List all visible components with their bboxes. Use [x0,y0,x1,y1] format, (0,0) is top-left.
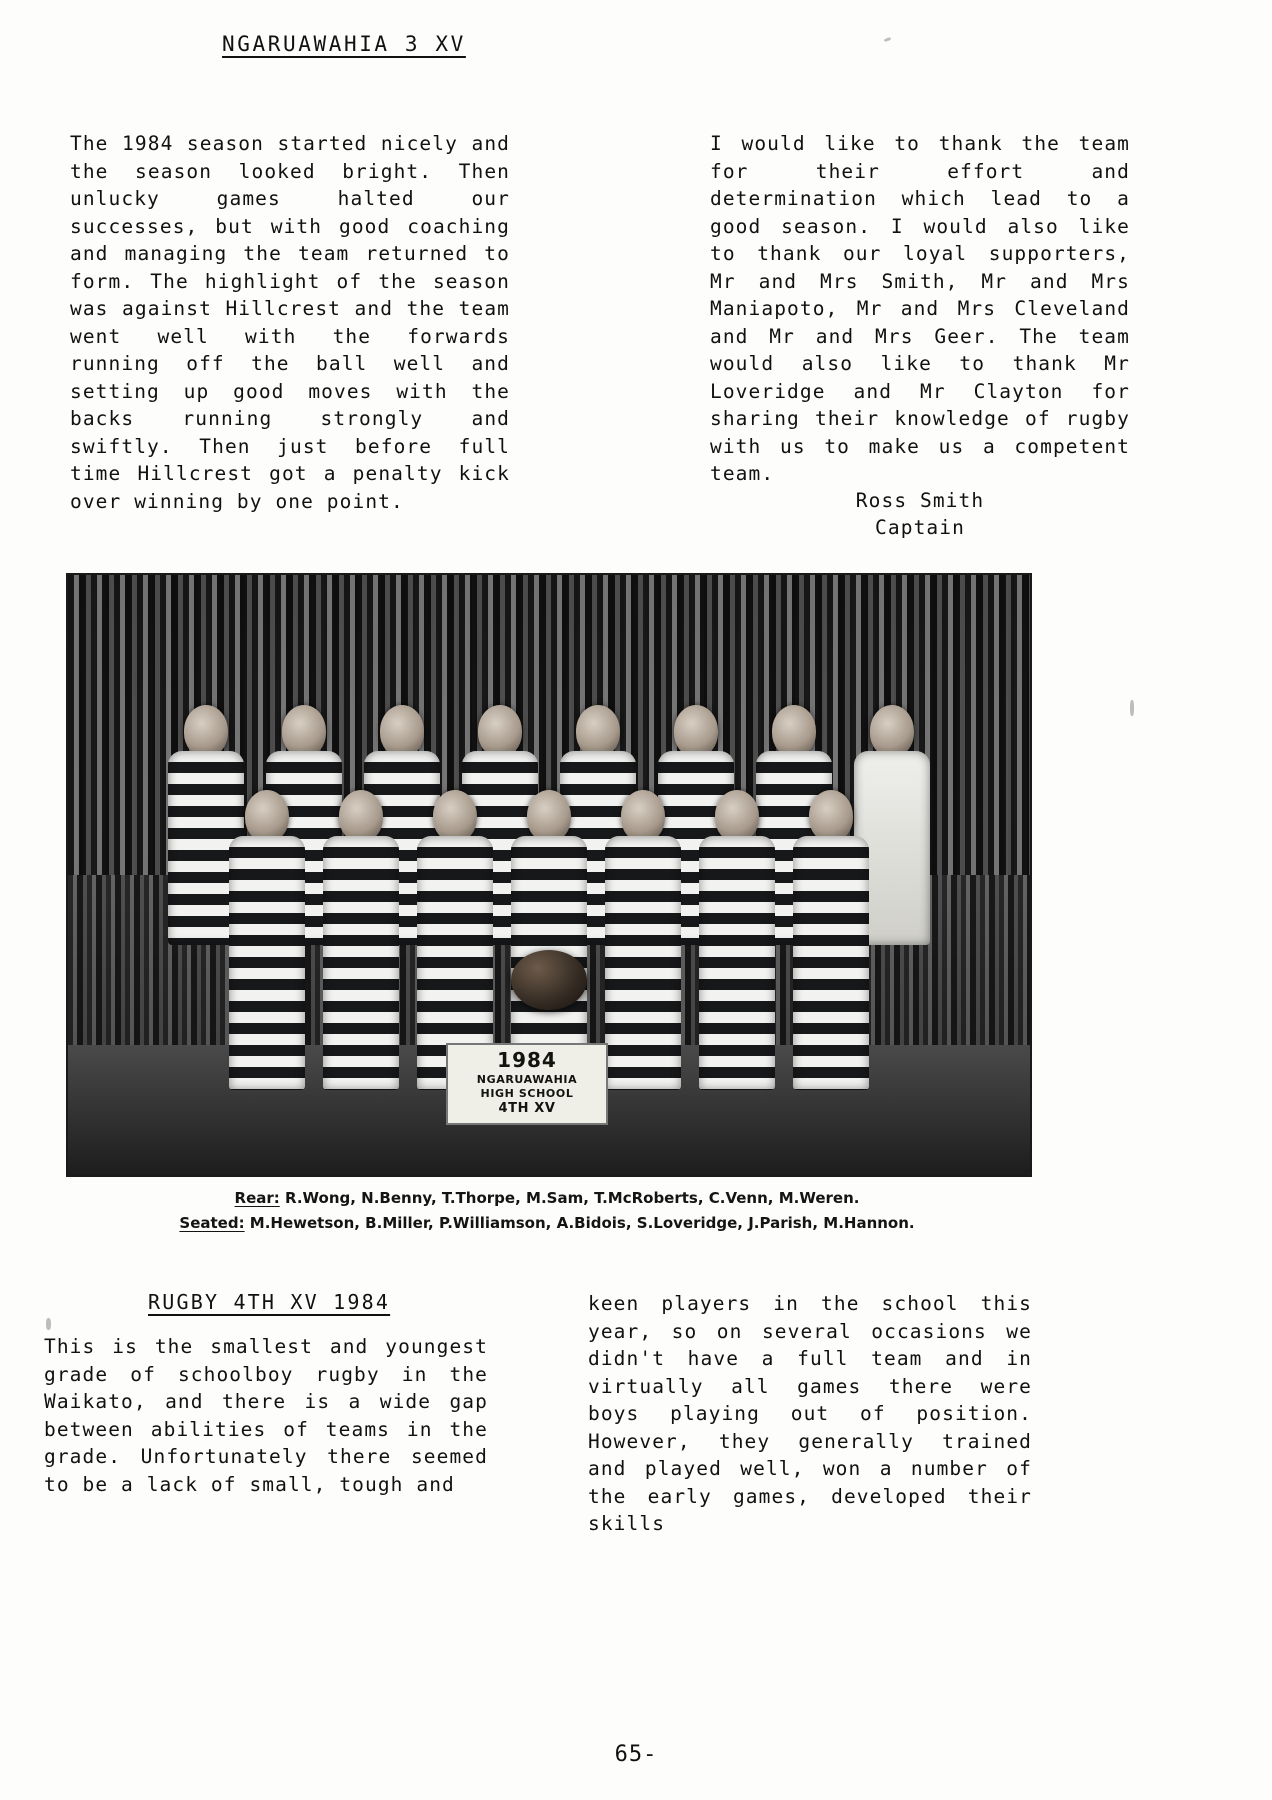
player-figure [226,790,308,1090]
article-two-right-text: keen players in the school this year, so on several occasions we didn't have a full team and in virtually all games there were boys playing out of position. However, they generally trained and played well, won a number of the early games, developed their skills [588,1292,1032,1535]
player-jersey [229,836,305,1090]
signature-role: Captain [875,516,965,539]
plaque-school-line-1: NGARUAWAHIA [476,1073,578,1086]
photo-background [68,575,1030,1175]
article-one-right-column [710,130,1130,488]
caption-rear-label: Rear: [234,1189,280,1207]
scan-speck [1130,700,1134,716]
article-one-right-text: I would like to thank the team for their effort and determination which lead to a good season. I would also like to thank our loyal supporters, Mr and Mrs Smith, Mr and Mrs Maniapoto, Mr and Mrs Cleveland and Mr and Mrs Geer. The team would also like to thank Mr Loveridge and Mr Clayton for sharing their knowledge of rugby with us to make us a competent team. [710,132,1130,485]
player-figure [320,790,402,1090]
caption-seated-label: Seated: [179,1214,245,1232]
plaque-school-line-2: HIGH SCHOOL [480,1086,574,1100]
signature-name: Ross Smith [855,489,985,512]
section-heading: NGARUAWAHIA 3 XV [222,32,466,56]
article-one-left-column [70,130,510,515]
team-photograph [66,573,1032,1177]
article-one-signature [710,487,1130,541]
player-head [184,705,228,757]
coach-head [870,705,914,757]
caption-rear-names: R.Wong, N.Benny, T.Thorpe, M.Sam, T.McRoberts, C.Venn, M.Weren. [279,1189,860,1207]
article-two-left-text: This is the smallest and youngest grade of schoolboy rugby in the Waikato, and there is a wide gap between abilities of teams in the grade. Unfortunately there seemed to be a lack of small, tough and [44,1335,488,1496]
player-jersey [323,836,399,1090]
scan-speck [884,37,892,42]
player-head [715,790,759,842]
team-plaque [446,1043,608,1125]
player-head [527,790,571,842]
plaque-team-line: 4TH XV [498,1100,556,1116]
player-head [621,790,665,842]
player-figure [696,790,778,1090]
player-head [576,705,620,757]
player-jersey [699,836,775,1090]
page-number: 65- [614,1742,658,1767]
article-two-heading: RUGBY 4TH XV 1984 [148,1290,391,1314]
article-two-left-column [44,1333,488,1498]
player-head [772,705,816,757]
player-jersey [605,836,681,1090]
article-two-right-column [588,1290,1032,1538]
player-head [245,790,289,842]
player-head [339,790,383,842]
plaque-year: 1984 [497,1048,557,1072]
caption-seated-line [66,1211,1028,1236]
player-head [380,705,424,757]
player-head [809,790,853,842]
player-head [674,705,718,757]
player-head [478,705,522,757]
photo-caption [66,1186,1028,1236]
player-head [282,705,326,757]
scan-speck [46,1318,51,1330]
rugby-ball [511,950,587,1010]
player-head [433,790,477,842]
caption-seated-names: M.Hewetson, B.Miller, P.Williamson, A.Bidois, S.Loveridge, J.Parish, M.Hannon. [244,1214,915,1232]
player-figure [602,790,684,1090]
caption-rear-line [66,1186,1028,1211]
player-jersey [793,836,869,1090]
player-figure [790,790,872,1090]
article-one-left-text: The 1984 season started nicely and the season looked bright. Then unlucky games halted our successes, but with good coaching and managing the team returned to form. The highlight of the season was against Hillcrest and the team went well with the forwards running off the ball well and setting up good moves with the backs running strongly and swiftly. Then just before full time Hillcrest got a penalty kick over winning by one point. [70,132,510,513]
